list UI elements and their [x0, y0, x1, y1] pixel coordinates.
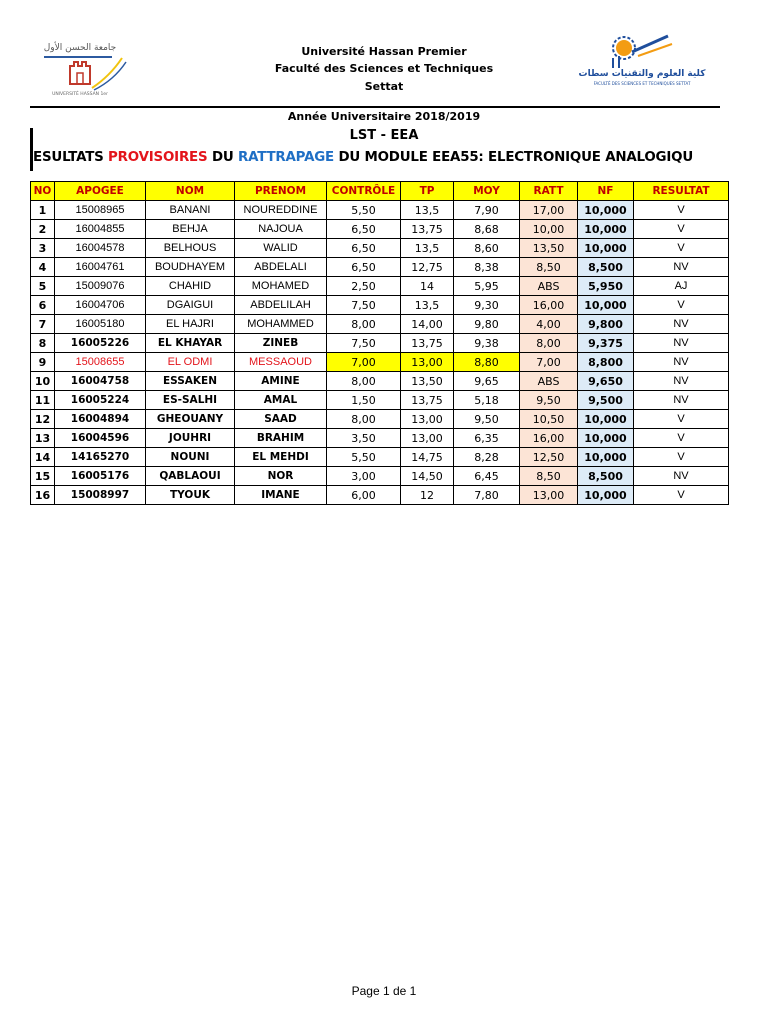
university-logo-arabic: جامعة الحسن الأول [43, 43, 117, 53]
cell-controle: 5,50 [327, 448, 401, 467]
cell-tp: 12 [401, 486, 454, 505]
cell-no: 14 [31, 448, 55, 467]
cell-ratt: 16,00 [520, 296, 578, 315]
title-rattrapage: RATTRAPAGE [238, 150, 334, 165]
cell-tp: 12,75 [401, 258, 454, 277]
cell-resultat: V [634, 486, 729, 505]
cell-nf: 8,500 [578, 258, 634, 277]
cell-tp: 13,75 [401, 220, 454, 239]
cell-prenom: SAAD [235, 410, 327, 429]
cell-nom: CHAHID [146, 277, 235, 296]
cell-prenom: MOHAMMED [235, 315, 327, 334]
column-header-ratt: RATT [520, 182, 578, 201]
column-header-moy: MOY [454, 182, 520, 201]
table-row [31, 467, 729, 486]
cell-nom: BEHJA [146, 220, 235, 239]
cell-ratt: 7,00 [520, 353, 578, 372]
cell-controle: 6,50 [327, 239, 401, 258]
cell-controle: 6,50 [327, 258, 401, 277]
cell-controle: 7,50 [327, 296, 401, 315]
cell-apogee: 15008997 [55, 486, 146, 505]
cell-no: 3 [31, 239, 55, 258]
cell-moy: 6,45 [454, 467, 520, 486]
table-body [31, 201, 729, 505]
cell-resultat: NV [634, 353, 729, 372]
cell-prenom: EL MEHDI [235, 448, 327, 467]
table-row [31, 201, 729, 220]
table-row [31, 353, 729, 372]
cell-prenom: ZINEB [235, 334, 327, 353]
table-row [31, 277, 729, 296]
table-row [31, 334, 729, 353]
cell-ratt: 8,00 [520, 334, 578, 353]
cell-apogee: 16004706 [55, 296, 146, 315]
cell-moy: 9,50 [454, 410, 520, 429]
title-module: DU MODULE EEA55: ELECTRONIQUE ANALOGIQU [338, 150, 693, 165]
cell-nf: 10,000 [578, 429, 634, 448]
cell-moy: 5,18 [454, 391, 520, 410]
cell-nom: BOUDHAYEM [146, 258, 235, 277]
column-header-resultat: RESULTAT [634, 182, 729, 201]
cell-moy: 8,38 [454, 258, 520, 277]
cell-nf: 9,500 [578, 391, 634, 410]
cell-prenom: NOUREDDINE [235, 201, 327, 220]
table-header-row [31, 182, 729, 201]
cell-nom: GHEOUANY [146, 410, 235, 429]
cell-no: 12 [31, 410, 55, 429]
cell-nf: 9,650 [578, 372, 634, 391]
cell-nf: 10,000 [578, 486, 634, 505]
cell-tp: 14,50 [401, 467, 454, 486]
cell-resultat: NV [634, 315, 729, 334]
cell-tp: 13,5 [401, 239, 454, 258]
cell-no: 7 [31, 315, 55, 334]
program-title: LST - EEA [349, 128, 419, 143]
cell-resultat: NV [634, 372, 729, 391]
cell-resultat: V [634, 201, 729, 220]
cell-prenom: MOHAMED [235, 277, 327, 296]
cell-apogee: 15008965 [55, 201, 146, 220]
cell-apogee: 16005224 [55, 391, 146, 410]
cell-tp: 13,75 [401, 334, 454, 353]
cell-nom: BELHOUS [146, 239, 235, 258]
cell-controle: 6,50 [327, 220, 401, 239]
cell-controle: 7,50 [327, 334, 401, 353]
cell-ratt: 10,00 [520, 220, 578, 239]
academic-year: Année Universitaire 2018/2019 [287, 110, 481, 123]
cell-tp: 14 [401, 277, 454, 296]
cell-apogee: 16004894 [55, 410, 146, 429]
cell-no: 13 [31, 429, 55, 448]
cell-prenom: NOR [235, 467, 327, 486]
table-row [31, 239, 729, 258]
cell-nom: NOUNI [146, 448, 235, 467]
cell-tp: 13,75 [401, 391, 454, 410]
cell-resultat: V [634, 410, 729, 429]
cell-prenom: WALID [235, 239, 327, 258]
column-header-prenom: PRENOM [235, 182, 327, 201]
cell-moy: 8,80 [454, 353, 520, 372]
cell-moy: 9,38 [454, 334, 520, 353]
cell-controle: 8,00 [327, 372, 401, 391]
table-row [31, 296, 729, 315]
cell-tp: 13,5 [401, 296, 454, 315]
cell-moy: 6,35 [454, 429, 520, 448]
cell-nf: 10,000 [578, 201, 634, 220]
table-row [31, 220, 729, 239]
cell-no: 8 [31, 334, 55, 353]
cell-tp: 14,00 [401, 315, 454, 334]
cell-ratt: ABS [520, 277, 578, 296]
table-row [31, 448, 729, 467]
column-header-apogee: APOGEE [55, 182, 146, 201]
cell-ratt: 13,50 [520, 239, 578, 258]
cell-no: 2 [31, 220, 55, 239]
cell-controle: 3,00 [327, 467, 401, 486]
cell-resultat: NV [634, 391, 729, 410]
header-divider [30, 106, 720, 108]
cell-nf: 10,000 [578, 239, 634, 258]
cell-apogee: 14165270 [55, 448, 146, 467]
cell-no: 1 [31, 201, 55, 220]
table-row [31, 410, 729, 429]
cell-controle: 7,00 [327, 353, 401, 372]
cell-nom: ES-SALHI [146, 391, 235, 410]
cell-ratt: 8,50 [520, 467, 578, 486]
cell-nf: 9,800 [578, 315, 634, 334]
cell-resultat: NV [634, 258, 729, 277]
cell-apogee: 16005226 [55, 334, 146, 353]
cell-apogee: 16004855 [55, 220, 146, 239]
cell-tp: 13,50 [401, 372, 454, 391]
cell-controle: 2,50 [327, 277, 401, 296]
cell-apogee: 16004596 [55, 429, 146, 448]
table-row [31, 372, 729, 391]
cell-ratt: 17,00 [520, 201, 578, 220]
cell-no: 16 [31, 486, 55, 505]
column-header-no: NO [31, 182, 55, 201]
cell-controle: 5,50 [327, 201, 401, 220]
cell-prenom: AMINE [235, 372, 327, 391]
cell-no: 4 [31, 258, 55, 277]
faculty-name: Faculté des Sciences et Techniques [274, 62, 494, 75]
page-number: Page 1 de 1 [351, 984, 417, 998]
cell-tp: 14,75 [401, 448, 454, 467]
cell-prenom: BRAHIM [235, 429, 327, 448]
cell-tp: 13,00 [401, 429, 454, 448]
city-name: Settat [364, 80, 404, 93]
university-name: Université Hassan Premier [301, 45, 467, 58]
cell-nf: 9,375 [578, 334, 634, 353]
title-du-1: DU [211, 150, 234, 165]
cell-apogee: 16004578 [55, 239, 146, 258]
table-row [31, 391, 729, 410]
cell-apogee: 15009076 [55, 277, 146, 296]
cell-nom: BANANI [146, 201, 235, 220]
cell-nom: EL HAJRI [146, 315, 235, 334]
cell-nom: ESSAKEN [146, 372, 235, 391]
cell-nf: 8,500 [578, 467, 634, 486]
cell-prenom: NAJOUA [235, 220, 327, 239]
cell-prenom: IMANE [235, 486, 327, 505]
cell-ratt: ABS [520, 372, 578, 391]
university-logo-latin: UNIVERSITÉ HASSAN 1er [52, 92, 108, 97]
cell-ratt: 9,50 [520, 391, 578, 410]
cell-apogee: 16005176 [55, 467, 146, 486]
cell-no: 5 [31, 277, 55, 296]
cell-no: 6 [31, 296, 55, 315]
title-provisional: PROVISOIRES [108, 150, 208, 165]
results-table [30, 181, 729, 505]
cell-resultat: AJ [634, 277, 729, 296]
cell-apogee: 16004761 [55, 258, 146, 277]
cell-controle: 8,00 [327, 410, 401, 429]
cell-controle: 3,50 [327, 429, 401, 448]
cell-ratt: 4,00 [520, 315, 578, 334]
cell-moy: 5,95 [454, 277, 520, 296]
cell-ratt: 10,50 [520, 410, 578, 429]
cell-moy: 8,68 [454, 220, 520, 239]
cell-ratt: 13,00 [520, 486, 578, 505]
cell-no: 10 [31, 372, 55, 391]
cell-resultat: V [634, 296, 729, 315]
cell-no: 15 [31, 467, 55, 486]
cell-moy: 7,80 [454, 486, 520, 505]
cell-nf: 5,950 [578, 277, 634, 296]
cell-moy: 8,60 [454, 239, 520, 258]
cell-tp: 13,00 [401, 353, 454, 372]
table-row [31, 315, 729, 334]
cell-nom: DGAIGUI [146, 296, 235, 315]
faculty-logo-latin: FACULTÉ DES SCIENCES ET TECHNIQUES SETTAT [593, 81, 691, 86]
cell-controle: 6,00 [327, 486, 401, 505]
cell-prenom: ABDELALI [235, 258, 327, 277]
cell-ratt: 8,50 [520, 258, 578, 277]
table-row [31, 429, 729, 448]
cell-resultat: NV [634, 334, 729, 353]
cell-moy: 7,90 [454, 201, 520, 220]
cell-moy: 9,65 [454, 372, 520, 391]
column-header-nf: NF [578, 182, 634, 201]
table-row [31, 258, 729, 277]
cell-moy: 9,80 [454, 315, 520, 334]
cell-apogee: 16005180 [55, 315, 146, 334]
cell-moy: 8,28 [454, 448, 520, 467]
faculty-logo-arabic: كلية العلوم والتقنيات سطات [578, 69, 706, 79]
cell-tp: 13,00 [401, 410, 454, 429]
cell-nf: 8,800 [578, 353, 634, 372]
cell-apogee: 15008655 [55, 353, 146, 372]
cell-controle: 8,00 [327, 315, 401, 334]
cell-resultat: NV [634, 467, 729, 486]
cell-nom: QABLAOUI [146, 467, 235, 486]
cell-nom: EL KHAYAR [146, 334, 235, 353]
document-title [33, 150, 768, 165]
cell-nf: 10,000 [578, 220, 634, 239]
cell-controle: 1,50 [327, 391, 401, 410]
cell-nom: EL ODMI [146, 353, 235, 372]
cell-apogee: 16004758 [55, 372, 146, 391]
column-header-tp: TP [401, 182, 454, 201]
cell-no: 9 [31, 353, 55, 372]
cell-nf: 10,000 [578, 448, 634, 467]
column-header-nom: NOM [146, 182, 235, 201]
cell-nf: 10,000 [578, 296, 634, 315]
cell-prenom: ABDELILAH [235, 296, 327, 315]
cell-prenom: MESSAOUD [235, 353, 327, 372]
cell-prenom: AMAL [235, 391, 327, 410]
cell-resultat: V [634, 220, 729, 239]
cell-resultat: V [634, 448, 729, 467]
cell-tp: 13,5 [401, 201, 454, 220]
cell-nom: TYOUK [146, 486, 235, 505]
table-row [31, 486, 729, 505]
cell-nf: 10,000 [578, 410, 634, 429]
cell-resultat: V [634, 239, 729, 258]
cell-ratt: 12,50 [520, 448, 578, 467]
cell-moy: 9,30 [454, 296, 520, 315]
cell-resultat: V [634, 429, 729, 448]
cell-ratt: 16,00 [520, 429, 578, 448]
title-results: ESULTATS [33, 150, 104, 165]
cell-no: 11 [31, 391, 55, 410]
cell-nom: JOUHRI [146, 429, 235, 448]
column-header-controle: CONTRÔLE [327, 182, 401, 201]
